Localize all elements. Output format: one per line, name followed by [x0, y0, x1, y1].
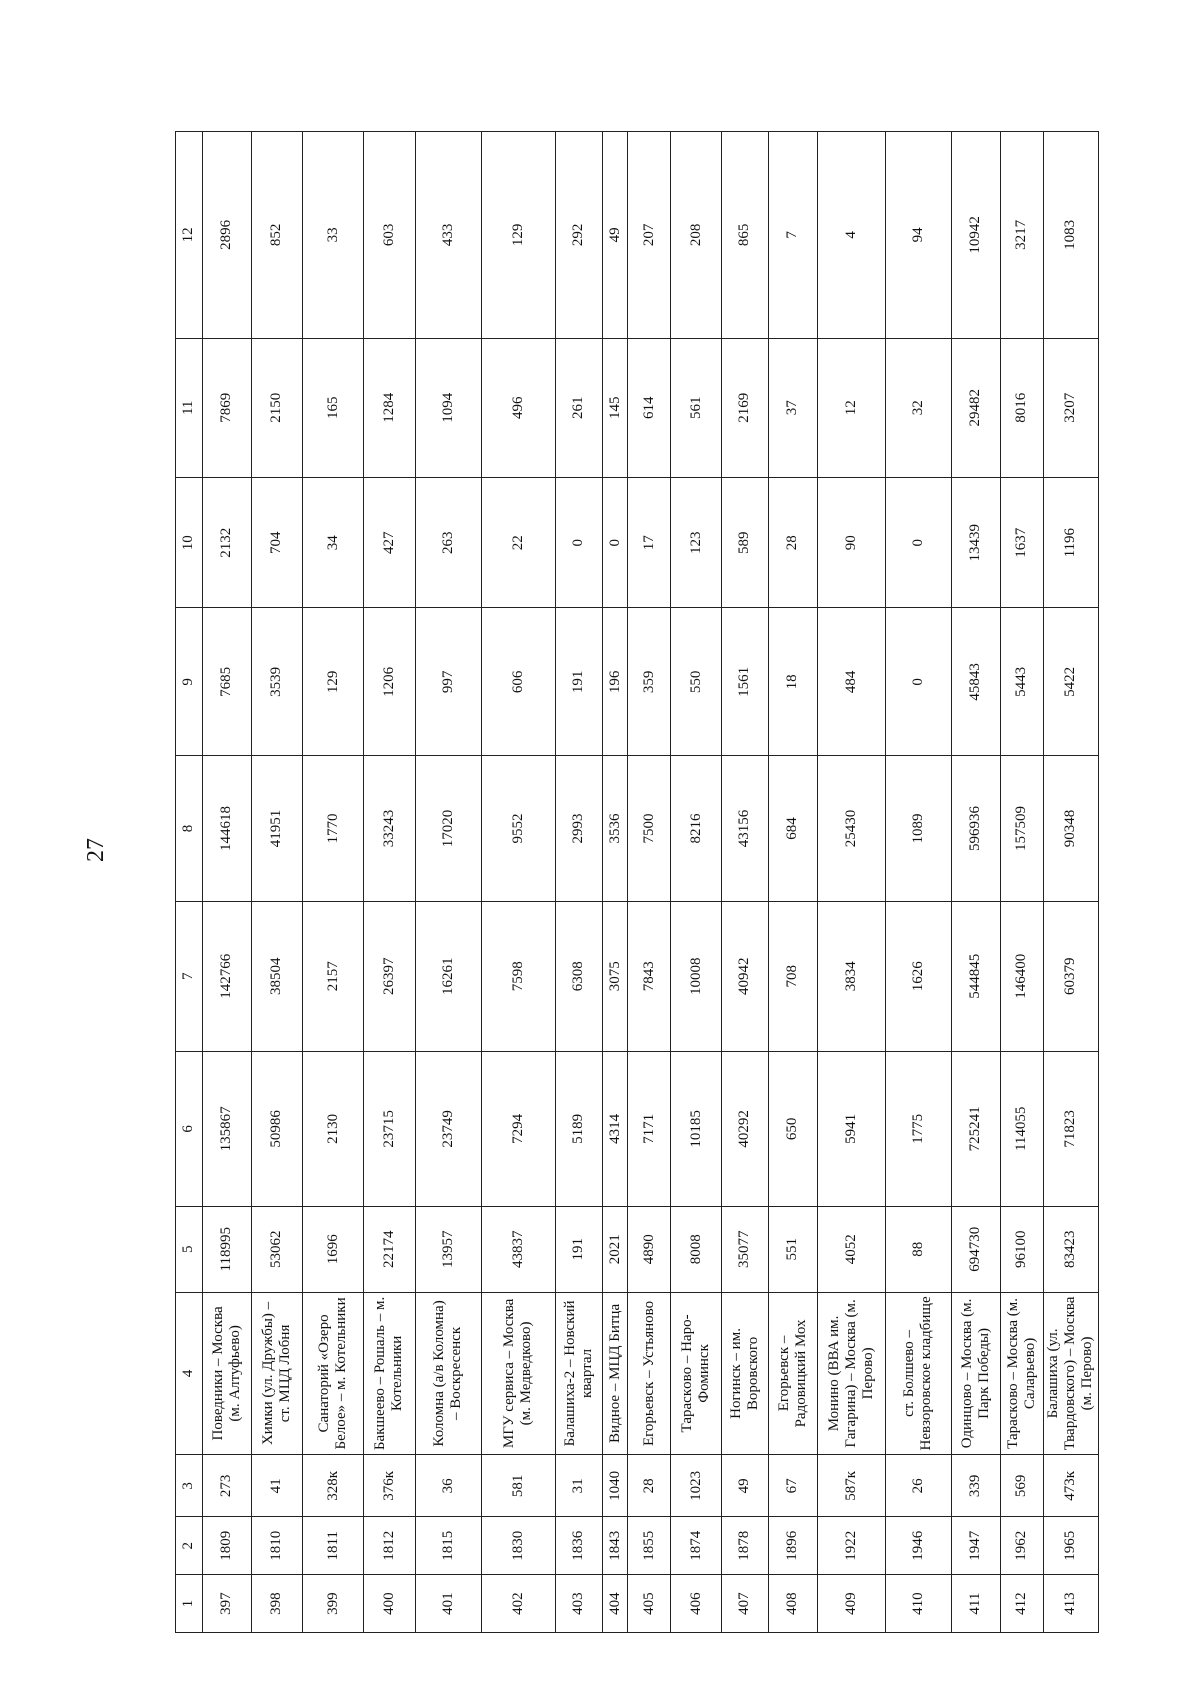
table-cell: 1874 [670, 1517, 721, 1575]
route-name-cell: Егорьевск – Радовицкий Мох [768, 1292, 817, 1455]
route-name-cell: Коломна (а/в Коломна) – Воскресенск [415, 1292, 481, 1455]
table-cell: 0 [556, 477, 603, 608]
table-cell: 376к [364, 1455, 415, 1517]
table-cell: 45843 [951, 608, 1000, 756]
table-cell: 1809 [202, 1517, 251, 1575]
table-cell: 34 [302, 477, 364, 608]
table-cell: 408 [768, 1575, 817, 1633]
table-cell: 7843 [628, 901, 671, 1051]
table-cell: 292 [556, 132, 603, 339]
column-header: 5 [176, 1206, 203, 1292]
table-row [415, 132, 481, 1633]
table-cell: 1083 [1043, 132, 1098, 339]
table-cell: 114055 [1000, 1051, 1043, 1206]
table-cell: 433 [415, 132, 481, 339]
table-cell: 5189 [556, 1051, 603, 1206]
table-cell: 196 [602, 608, 628, 756]
table-cell: 22174 [364, 1206, 415, 1292]
table-cell: 684 [768, 756, 817, 902]
table-cell: 10008 [670, 901, 721, 1051]
table-cell: 8216 [670, 756, 721, 902]
table-cell: 403 [556, 1575, 603, 1633]
table-cell: 1812 [364, 1517, 415, 1575]
page-number: 27 [83, 838, 109, 862]
table-cell: 135867 [202, 1051, 251, 1206]
table-cell: 0 [602, 477, 628, 608]
table-cell: 35077 [722, 1206, 769, 1292]
table-cell: 865 [722, 132, 769, 339]
table-cell: 191 [556, 608, 603, 756]
table-cell: 5422 [1043, 608, 1098, 756]
table-cell: 5443 [1000, 608, 1043, 756]
column-header: 12 [176, 132, 203, 339]
table-cell: 405 [628, 1575, 671, 1633]
table-body [176, 132, 1099, 1633]
table-cell: 40292 [722, 1051, 769, 1206]
table-row [628, 132, 671, 1633]
table-row [481, 132, 556, 1633]
routes-table [175, 131, 1099, 1633]
table-cell: 38504 [251, 901, 302, 1051]
column-header: 8 [176, 756, 203, 902]
table-cell: 328к [302, 1455, 364, 1517]
table-cell: 650 [768, 1051, 817, 1206]
table-cell: 13957 [415, 1206, 481, 1292]
table-cell: 129 [302, 608, 364, 756]
table-row [556, 132, 603, 1633]
table-cell: 29482 [951, 338, 1000, 477]
table-row [1043, 132, 1098, 1633]
table-row [951, 132, 1000, 1633]
table-cell: 581 [481, 1455, 556, 1517]
table-cell: 3207 [1043, 338, 1098, 477]
table-cell: 589 [722, 477, 769, 608]
table-cell: 165 [302, 338, 364, 477]
table-cell: 550 [670, 608, 721, 756]
table-cell: 28 [628, 1455, 671, 1517]
table-cell: 1946 [885, 1517, 951, 1575]
table-row [602, 132, 628, 1633]
table-cell: 0 [885, 608, 951, 756]
table-cell: 37 [768, 338, 817, 477]
route-name-cell: Одинцово – Москва (м. Парк Победы) [951, 1292, 1000, 1455]
table-cell: 94 [885, 132, 951, 339]
table-cell: 603 [364, 132, 415, 339]
table-cell: 401 [415, 1575, 481, 1633]
table-cell: 31 [556, 1455, 603, 1517]
table-cell: 1811 [302, 1517, 364, 1575]
route-name-cell: Видное – МЦД Битца [602, 1292, 628, 1455]
table-row [817, 132, 885, 1633]
table-cell: 191 [556, 1206, 603, 1292]
table-cell: 60379 [1043, 901, 1098, 1051]
table-cell: 544845 [951, 901, 1000, 1051]
table-cell: 569 [1000, 1455, 1043, 1517]
table-cell: 142766 [202, 901, 251, 1051]
table-cell: 8008 [670, 1206, 721, 1292]
table-cell: 1922 [817, 1517, 885, 1575]
table-cell: 1561 [722, 608, 769, 756]
table-cell: 17 [628, 477, 671, 608]
table-cell: 1023 [670, 1455, 721, 1517]
table-cell: 40942 [722, 901, 769, 1051]
column-header: 4 [176, 1292, 203, 1455]
table-row [670, 132, 721, 1633]
table-cell: 43837 [481, 1206, 556, 1292]
table-cell: 614 [628, 338, 671, 477]
route-name-cell: Химки (ул. Дружбы) – ст. МЦД Лобня [251, 1292, 302, 1455]
table-cell: 3834 [817, 901, 885, 1051]
table-cell: 146400 [1000, 901, 1043, 1051]
table-cell: 71823 [1043, 1051, 1098, 1206]
table-cell: 407 [722, 1575, 769, 1633]
table-cell: 402 [481, 1575, 556, 1633]
table-cell: 596936 [951, 756, 1000, 902]
table-cell: 339 [951, 1455, 1000, 1517]
table-cell: 26 [885, 1455, 951, 1517]
table-cell: 694730 [951, 1206, 1000, 1292]
route-name-cell: Тараскoво – Москва (м. Саларьево) [1000, 1292, 1043, 1455]
table-cell: 144618 [202, 756, 251, 902]
table-cell: 2896 [202, 132, 251, 339]
table-cell: 413 [1043, 1575, 1098, 1633]
table-row [302, 132, 364, 1633]
table-cell: 0 [885, 477, 951, 608]
table-cell: 7685 [202, 608, 251, 756]
table-row [768, 132, 817, 1633]
table-cell: 208 [670, 132, 721, 339]
table-cell: 1962 [1000, 1517, 1043, 1575]
table-row [364, 132, 415, 1633]
route-name-cell: Поведники – Москва (м. Алтуфьево) [202, 1292, 251, 1455]
table-cell: 7500 [628, 756, 671, 902]
table-cell: 1815 [415, 1517, 481, 1575]
column-header: 9 [176, 608, 203, 756]
table-cell: 3217 [1000, 132, 1043, 339]
route-name-cell: Егорьевск – Устьяново [628, 1292, 671, 1455]
table-cell: 33 [302, 132, 364, 339]
table-cell: 411 [951, 1575, 1000, 1633]
route-name-cell: Балашиха-2 – Новский квартал [556, 1292, 603, 1455]
table-cell: 36 [415, 1455, 481, 1517]
table-row [202, 132, 251, 1633]
table-cell: 400 [364, 1575, 415, 1633]
table-cell: 7171 [628, 1051, 671, 1206]
table-cell: 496 [481, 338, 556, 477]
table-cell: 561 [670, 338, 721, 477]
table-cell: 3539 [251, 608, 302, 756]
table-cell: 1830 [481, 1517, 556, 1575]
table-cell: 207 [628, 132, 671, 339]
table-row [1000, 132, 1043, 1633]
table-cell: 1089 [885, 756, 951, 902]
table-cell: 7 [768, 132, 817, 339]
table-cell: 409 [817, 1575, 885, 1633]
table-cell: 2130 [302, 1051, 364, 1206]
table-cell: 704 [251, 477, 302, 608]
table-cell: 1965 [1043, 1517, 1098, 1575]
table-cell: 2021 [602, 1206, 628, 1292]
table-cell: 88 [885, 1206, 951, 1292]
column-header: 3 [176, 1455, 203, 1517]
table-cell: 18 [768, 608, 817, 756]
table-cell: 67 [768, 1455, 817, 1517]
table-cell: 145 [602, 338, 628, 477]
table-cell: 49 [602, 132, 628, 339]
table-cell: 4890 [628, 1206, 671, 1292]
table-row [722, 132, 769, 1633]
route-name-cell: Балашиха (ул. Твардовского) – Москва (м. Перово) [1043, 1292, 1098, 1455]
table-cell: 1947 [951, 1517, 1000, 1575]
route-name-cell: Ногинск – им. Воровского [722, 1292, 769, 1455]
table-cell: 1284 [364, 338, 415, 477]
table-cell: 852 [251, 132, 302, 339]
column-header: 7 [176, 901, 203, 1051]
table-cell: 1878 [722, 1517, 769, 1575]
table-cell: 273 [202, 1455, 251, 1517]
table-cell: 33243 [364, 756, 415, 902]
table-cell: 32 [885, 338, 951, 477]
route-name-cell: Бакшеево – Рошаль – м. Котельники [364, 1292, 415, 1455]
table-cell: 399 [302, 1575, 364, 1633]
table-cell: 5941 [817, 1051, 885, 1206]
route-name-cell: Тараскoво – Наро-Фоминск [670, 1292, 721, 1455]
table-cell: 725241 [951, 1051, 1000, 1206]
table-cell: 25430 [817, 756, 885, 902]
table-cell: 404 [602, 1575, 628, 1633]
table-row [251, 132, 302, 1633]
route-name-cell: ст. Болшево – Невзоровское кладбище [885, 1292, 951, 1455]
table-cell: 2157 [302, 901, 364, 1051]
table-cell: 3536 [602, 756, 628, 902]
table-cell: 23715 [364, 1051, 415, 1206]
table-cell: 2150 [251, 338, 302, 477]
table-cell: 708 [768, 901, 817, 1051]
table-cell: 43156 [722, 756, 769, 902]
table-cell: 587к [817, 1455, 885, 1517]
table-cell: 12 [817, 338, 885, 477]
column-header: 10 [176, 477, 203, 608]
table-cell: 7869 [202, 338, 251, 477]
table-cell: 50986 [251, 1051, 302, 1206]
table-cell: 606 [481, 608, 556, 756]
column-header: 11 [176, 338, 203, 477]
table-cell: 26397 [364, 901, 415, 1051]
table-cell: 997 [415, 608, 481, 756]
table-cell: 22 [481, 477, 556, 608]
route-name-cell: МГУ сервиса – Москва (м. Медведково) [481, 1292, 556, 1455]
column-header: 1 [176, 1575, 203, 1633]
table-cell: 129 [481, 132, 556, 339]
table-cell: 13439 [951, 477, 1000, 608]
table-cell: 1836 [556, 1517, 603, 1575]
table-cell: 9552 [481, 756, 556, 902]
table-cell: 7294 [481, 1051, 556, 1206]
table-cell: 53062 [251, 1206, 302, 1292]
table-cell: 1637 [1000, 477, 1043, 608]
table-cell: 16261 [415, 901, 481, 1051]
table-cell: 1855 [628, 1517, 671, 1575]
table-cell: 1094 [415, 338, 481, 477]
table-cell: 23749 [415, 1051, 481, 1206]
column-header: 6 [176, 1051, 203, 1206]
table-cell: 10942 [951, 132, 1000, 339]
table-cell: 157509 [1000, 756, 1043, 902]
table-cell: 96100 [1000, 1206, 1043, 1292]
table-cell: 1206 [364, 608, 415, 756]
table-cell: 551 [768, 1206, 817, 1292]
table-cell: 28 [768, 477, 817, 608]
table-cell: 17020 [415, 756, 481, 902]
table-cell: 7598 [481, 901, 556, 1051]
table-cell: 41951 [251, 756, 302, 902]
route-name-cell: Санаторий «Озеро Белое» – м. Котельники [302, 1292, 364, 1455]
table-cell: 1196 [1043, 477, 1098, 608]
table-cell: 1896 [768, 1517, 817, 1575]
table-cell: 1040 [602, 1455, 628, 1517]
table-cell: 261 [556, 338, 603, 477]
table-row [885, 132, 951, 1633]
table-cell: 123 [670, 477, 721, 608]
column-header: 2 [176, 1517, 203, 1575]
table-cell: 90348 [1043, 756, 1098, 902]
table-cell: 6308 [556, 901, 603, 1051]
table-cell: 4 [817, 132, 885, 339]
table-cell: 1775 [885, 1051, 951, 1206]
route-name-cell: Монино (ВВА им. Гагарина) – Москва (м. Перово) [817, 1292, 885, 1455]
table-cell: 8016 [1000, 338, 1043, 477]
table-cell: 1843 [602, 1517, 628, 1575]
table-cell: 4052 [817, 1206, 885, 1292]
table-cell: 90 [817, 477, 885, 608]
table-cell: 410 [885, 1575, 951, 1633]
table-cell: 4314 [602, 1051, 628, 1206]
table-cell: 359 [628, 608, 671, 756]
table-cell: 398 [251, 1575, 302, 1633]
header-row [176, 132, 203, 1633]
table-cell: 397 [202, 1575, 251, 1633]
table-cell: 2169 [722, 338, 769, 477]
table-cell: 2993 [556, 756, 603, 902]
table-cell: 427 [364, 477, 415, 608]
table-cell: 263 [415, 477, 481, 608]
table-cell: 49 [722, 1455, 769, 1517]
routes-table-container [175, 131, 1099, 1633]
table-cell: 473к [1043, 1455, 1098, 1517]
table-cell: 3075 [602, 901, 628, 1051]
table-cell: 1696 [302, 1206, 364, 1292]
table-cell: 2132 [202, 477, 251, 608]
table-cell: 118995 [202, 1206, 251, 1292]
table-cell: 1810 [251, 1517, 302, 1575]
table-cell: 412 [1000, 1575, 1043, 1633]
table-cell: 41 [251, 1455, 302, 1517]
table-cell: 406 [670, 1575, 721, 1633]
table-cell: 1626 [885, 901, 951, 1051]
table-cell: 484 [817, 608, 885, 756]
table-cell: 83423 [1043, 1206, 1098, 1292]
table-cell: 10185 [670, 1051, 721, 1206]
table-cell: 1770 [302, 756, 364, 902]
